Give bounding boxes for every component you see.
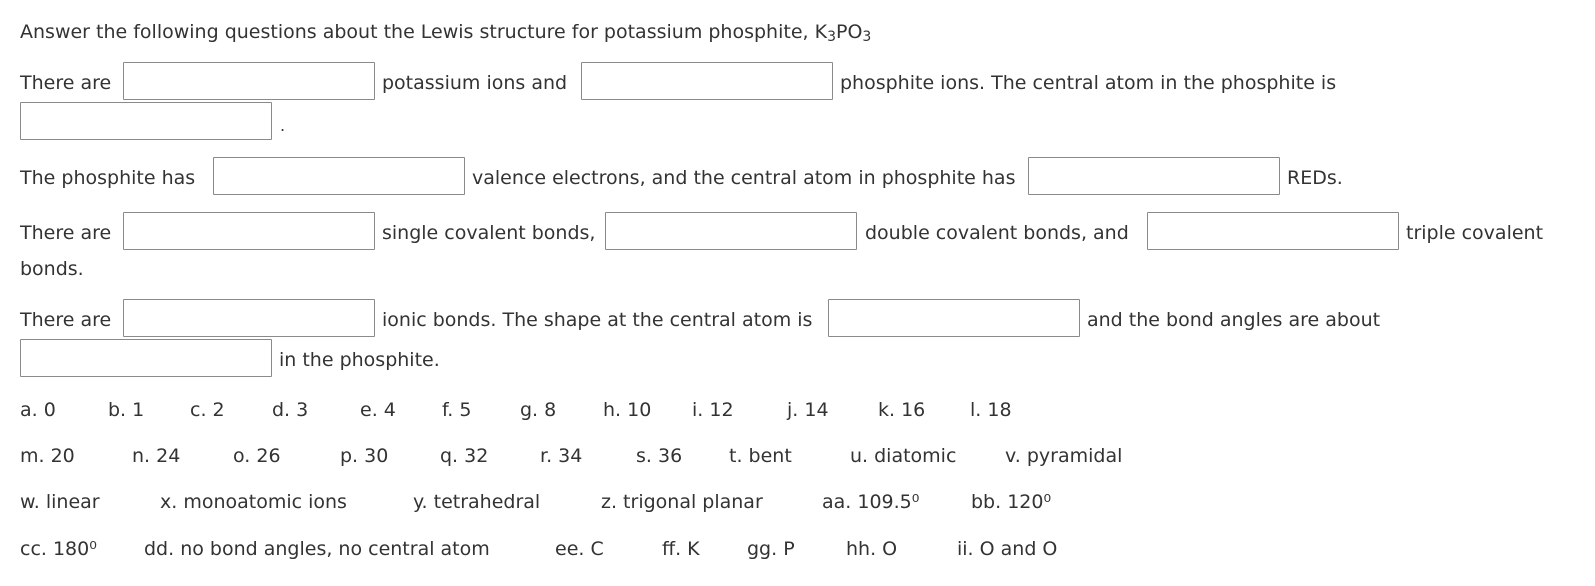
- option-s: s. 36: [636, 445, 683, 467]
- option-w: w. linear: [20, 491, 100, 513]
- question-title: Answer the following questions about the Lewis structure for potassium phosphite, $K_3PO_3$: [20, 21, 872, 45]
- q3-text-3: double covalent bonds, and: [865, 222, 1129, 244]
- option-e: e. 4: [360, 399, 396, 421]
- option-n: n. 24: [132, 445, 181, 467]
- option-dd: dd. no bond angles, no central atom: [144, 538, 490, 560]
- q1-potassium-count-input[interactable]: [123, 62, 375, 100]
- option-b: b. 1: [108, 399, 145, 421]
- q1-phosphite-count-input[interactable]: [581, 62, 833, 100]
- option-v: v. pyramidal: [1005, 445, 1123, 467]
- q3-text-5: bonds.: [20, 258, 84, 280]
- q1-period: .: [280, 116, 286, 135]
- q3-text-1: There are: [20, 222, 112, 244]
- option-l: l. 18: [970, 399, 1012, 421]
- q1-central-atom-input[interactable]: [20, 102, 272, 140]
- option-y: y. tetrahedral: [413, 491, 541, 513]
- q2-valence-electrons-input[interactable]: [213, 157, 465, 195]
- option-ff: ff. K: [662, 538, 700, 560]
- option-i: i. 12: [692, 399, 734, 421]
- q2-text-2: valence electrons, and the central atom in phosphite has: [472, 167, 1016, 189]
- q4-text-2: ionic bonds. The shape at the central atom is: [382, 309, 813, 331]
- q3-triple-bonds-input[interactable]: [1147, 212, 1399, 250]
- q2-reds-input[interactable]: [1028, 157, 1280, 195]
- q1-text-2: potassium ions and: [382, 72, 568, 94]
- q3-double-bonds-input[interactable]: [605, 212, 857, 250]
- option-h: h. 10: [603, 399, 652, 421]
- q1-text-3: phosphite ions. The central atom in the phosphite is: [840, 72, 1337, 94]
- option-z: z. trigonal planar: [601, 491, 763, 513]
- option-u: u. diatomic: [850, 445, 957, 467]
- q4-text-4: in the phosphite.: [279, 349, 440, 371]
- option-d: d. 3: [272, 399, 309, 421]
- option-m: m. 20: [20, 445, 75, 467]
- q4-bond-angles-input[interactable]: [20, 339, 272, 377]
- q4-text-1: There are: [20, 309, 112, 331]
- option-hh: hh. O: [846, 538, 898, 560]
- option-a: a. 0: [20, 399, 56, 421]
- option-f: f. 5: [442, 399, 472, 421]
- option-r: r. 34: [540, 445, 583, 467]
- option-j: j. 14: [787, 399, 829, 421]
- q3-text-4: triple covalent: [1406, 222, 1544, 244]
- q4-ionic-bonds-input[interactable]: [123, 299, 375, 337]
- option-ee: ee. C: [555, 538, 604, 560]
- option-p: p. 30: [340, 445, 389, 467]
- option-bb: bb. 120⁰: [971, 491, 1052, 513]
- option-aa: aa. 109.5⁰: [822, 491, 920, 513]
- option-q: q. 32: [440, 445, 489, 467]
- q1-text-1: There are: [20, 72, 112, 94]
- q3-text-2: single covalent bonds,: [382, 222, 596, 244]
- option-c: c. 2: [190, 399, 225, 421]
- q2-text-1: The phosphite has: [20, 167, 196, 189]
- option-o: o. 26: [233, 445, 281, 467]
- option-t: t. bent: [729, 445, 792, 467]
- q2-text-3: REDs.: [1287, 167, 1343, 189]
- q4-text-3: and the bond angles are about: [1087, 309, 1381, 331]
- option-x: x. monoatomic ions: [160, 491, 347, 513]
- option-gg: gg. P: [747, 538, 795, 560]
- option-ii: ii. O and O: [957, 538, 1058, 560]
- q4-shape-input[interactable]: [828, 299, 1080, 337]
- q3-single-bonds-input[interactable]: [123, 212, 375, 250]
- option-cc: cc. 180⁰: [20, 538, 97, 560]
- option-k: k. 16: [878, 399, 926, 421]
- option-g: g. 8: [520, 399, 557, 421]
